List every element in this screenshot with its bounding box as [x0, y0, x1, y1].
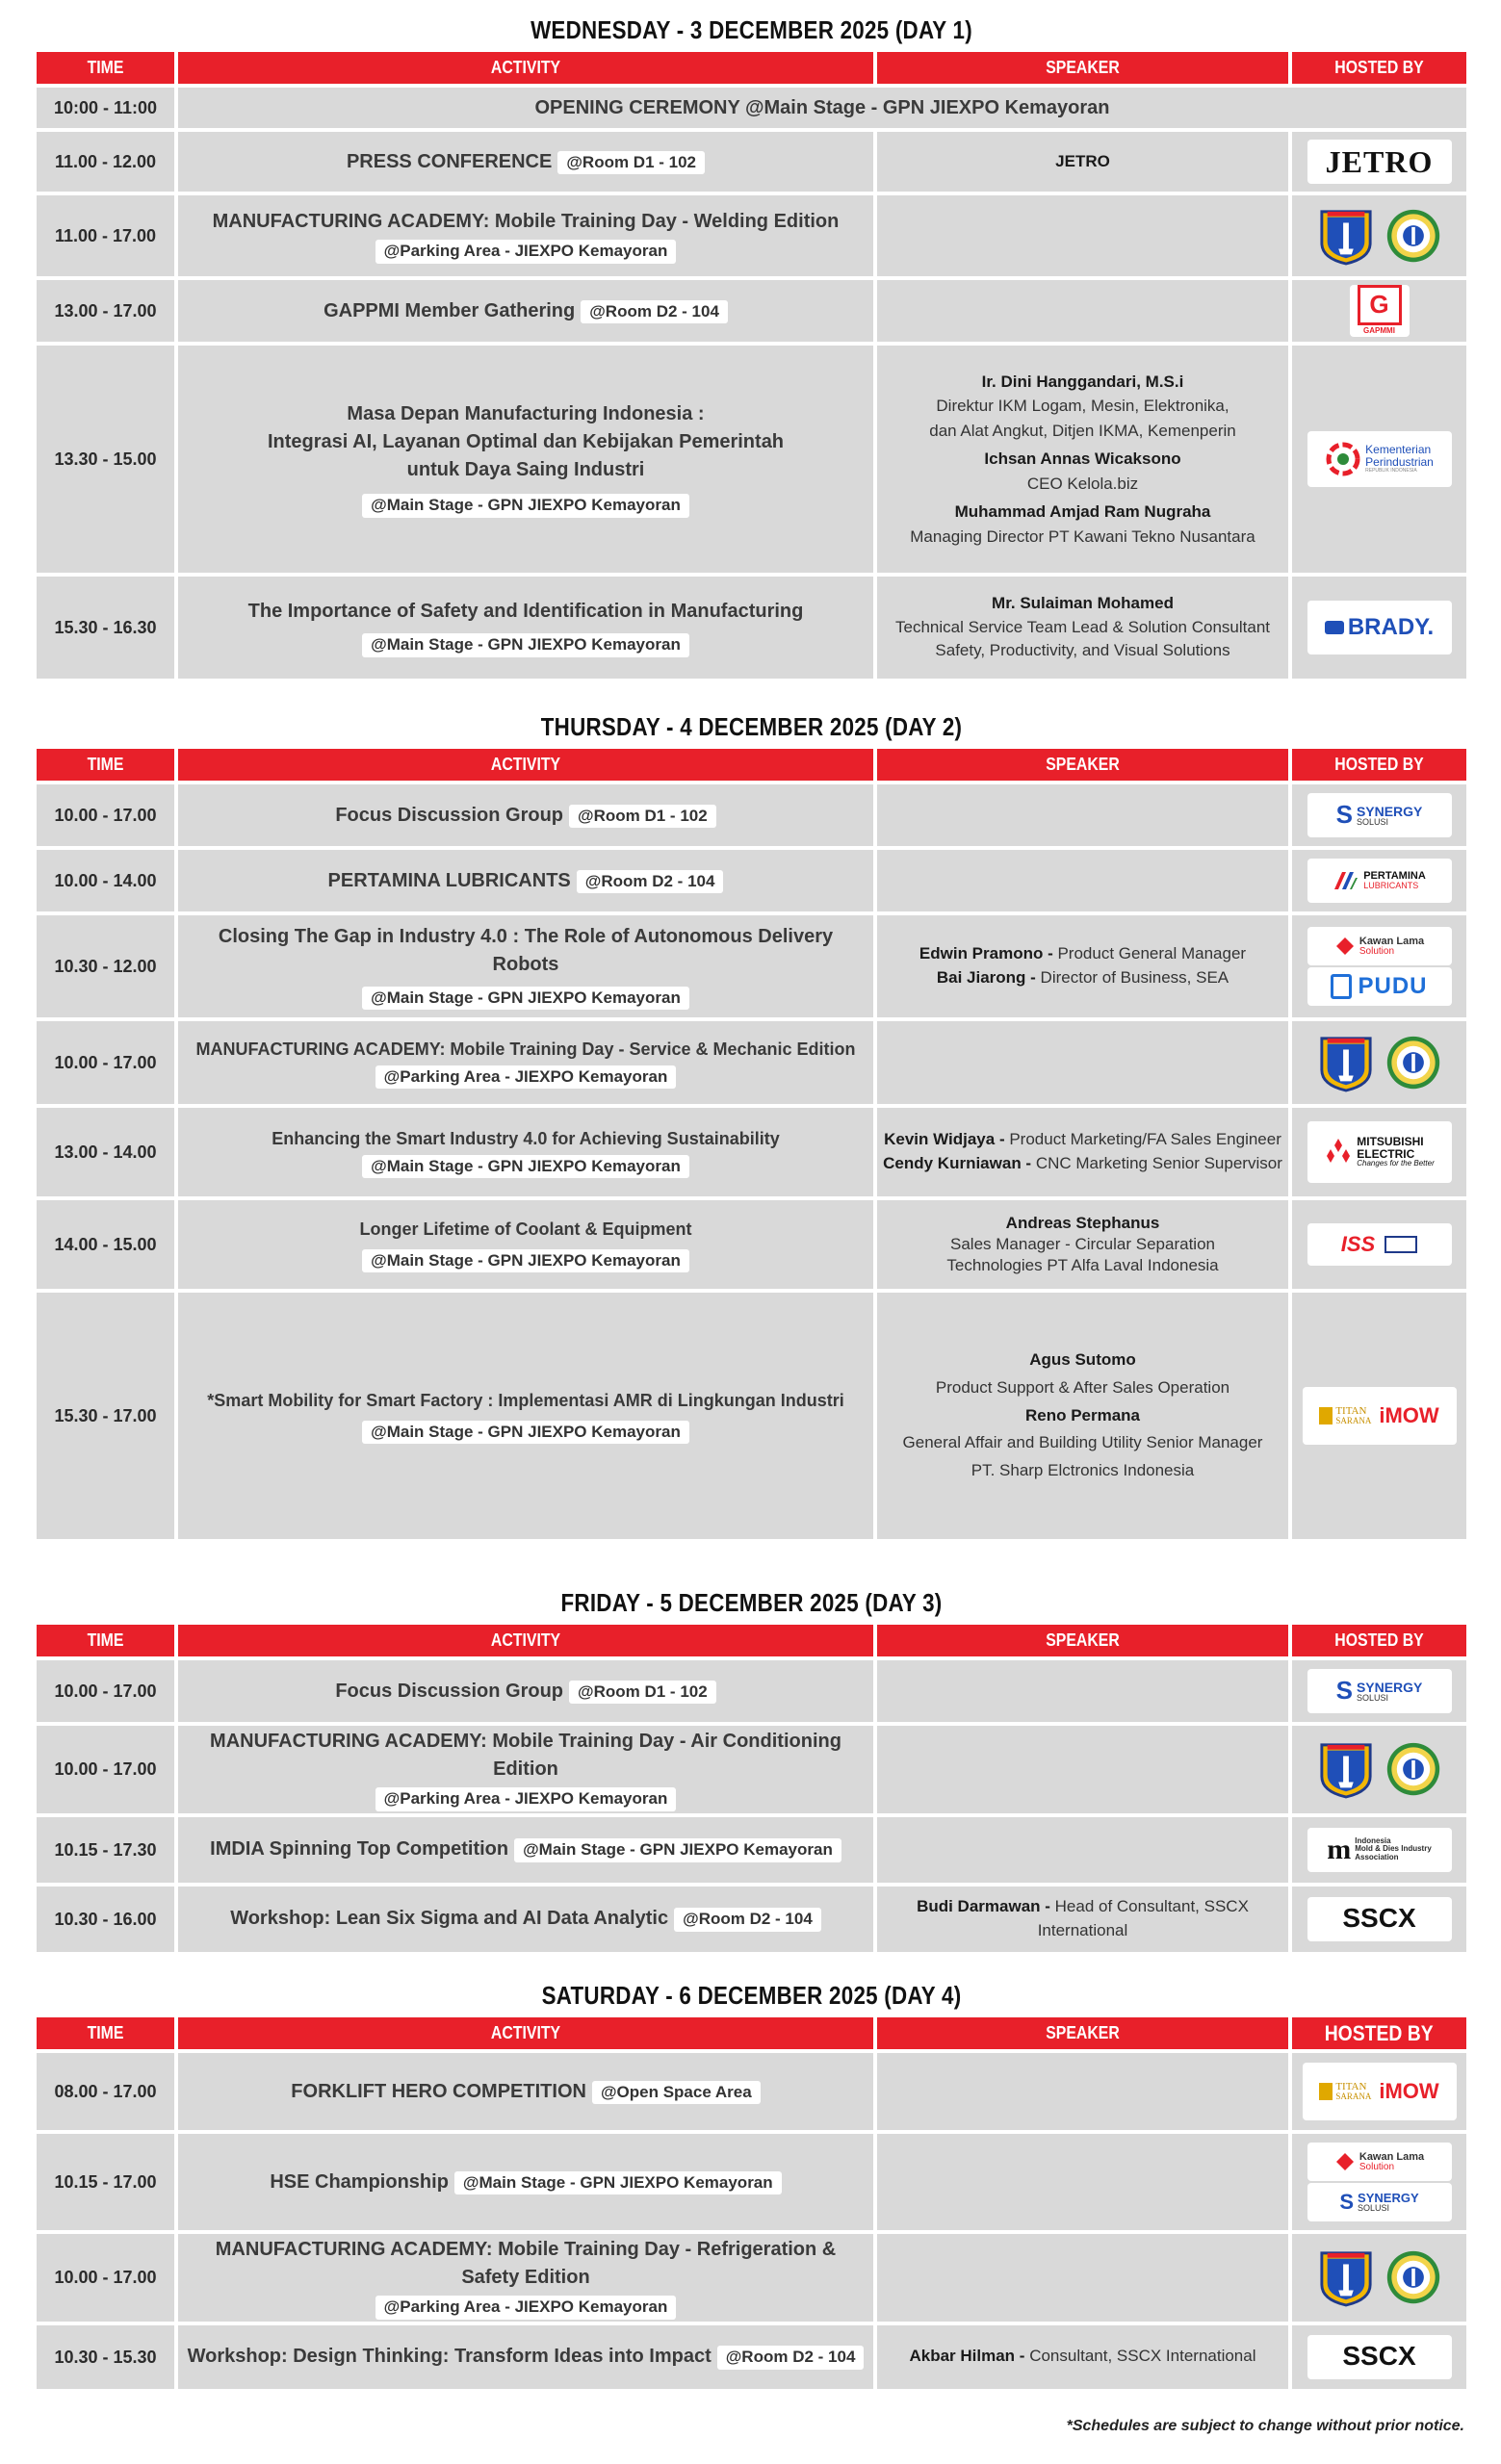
speaker-cell	[877, 1200, 1288, 1289]
speaker-title: CEO Kelola.biz	[1026, 474, 1139, 493]
speaker-cell	[877, 915, 1288, 1017]
activity-title: Focus Discussion Group	[335, 1680, 564, 1702]
activity-title: GAPPMI Member Gathering	[323, 299, 576, 321]
table-row	[37, 346, 1466, 573]
table-row	[37, 915, 1466, 1017]
table-row	[37, 784, 1466, 846]
speaker-cell	[877, 1660, 1288, 1722]
activity-title: Workshop: Design Thinking: Transform Ideas into Impact	[187, 2346, 712, 2368]
speaker-cell	[877, 132, 1288, 192]
activity-title: MANUFACTURING ACADEMY: Mobile Training Day - Refrigeration & Safety Edition	[215, 2239, 837, 2288]
speaker-title: Managing Director PT Kawani Tekno Nusantara	[910, 526, 1255, 546]
speaker-title: Consultant, SSCX International	[1024, 2347, 1256, 2366]
sscx-logo: SSCX	[1307, 2335, 1452, 2379]
activity-title: MANUFACTURING ACADEMY: Mobile Training Day - Air Conditioning Edition	[210, 1731, 841, 1780]
synergy-logo: S SYNERGY SOLUSI	[1307, 793, 1452, 837]
location-tag: @Main Stage - GPN JIEXPO Kemayoran	[362, 494, 689, 518]
host-cell	[1292, 2134, 1466, 2230]
speaker-cell	[877, 1817, 1288, 1883]
host-cell	[1292, 1886, 1466, 1952]
mitsubishi-icon	[1324, 1139, 1353, 1166]
time-cell: 13.00 - 17.00	[37, 280, 174, 342]
header-time: TIME	[37, 749, 174, 781]
table-row	[37, 280, 1466, 342]
activity-title: Workshop: Lean Six Sigma and AI Data Analytic	[230, 1908, 669, 1930]
activity-title-line1: Masa Depan Manufacturing Indonesia :	[347, 403, 705, 425]
speaker-cell	[877, 1021, 1288, 1104]
location-tag: @Main Stage - GPN JIEXPO Kemayoran	[362, 1155, 689, 1179]
speaker-name: Ichsan Annas Wicaksono	[984, 449, 1181, 469]
time-cell: 10:00 - 11:00	[37, 88, 174, 128]
table-row	[37, 850, 1466, 911]
activity-cell	[178, 1886, 873, 1952]
speaker-title: dan Alat Angkut, Ditjen IKMA, Kemenperin	[929, 421, 1236, 440]
table-row	[37, 1886, 1466, 1952]
activity-cell	[178, 132, 873, 192]
time-cell: 10.15 - 17.00	[37, 2134, 174, 2230]
pudu-icon	[1331, 974, 1352, 999]
table-row	[37, 1660, 1466, 1722]
speaker-title: Product General Manager	[1052, 944, 1247, 963]
host-cell	[1292, 2325, 1466, 2389]
activity-cell	[178, 1726, 873, 1813]
speaker-cell	[877, 577, 1288, 679]
activity-title: HSE Championship	[270, 2170, 449, 2193]
speaker-name: Edwin Pramono -	[919, 944, 1053, 963]
speaker-cell	[877, 346, 1288, 573]
kemenperin-logo: Kementerian Perindustrian REPUBLIK INDONESIA	[1307, 431, 1452, 487]
activity-cell	[178, 1108, 873, 1196]
host-cell	[1292, 1021, 1466, 1104]
activity-title: The Importance of Safety and Identification in Manufacturing	[247, 601, 804, 623]
day2-section	[37, 712, 1466, 1543]
location-tag: @Parking Area - JIEXPO Kemayoran	[375, 240, 677, 264]
activity-cell: OPENING CEREMONY @Main Stage - GPN JIEXPO Kemayoran	[178, 88, 1466, 128]
day3-section	[37, 1588, 1466, 1956]
speaker-title: Product Marketing/FA Sales Engineer	[1004, 1130, 1281, 1149]
location-tag: @Main Stage - GPN JIEXPO Kemayoran	[362, 1421, 689, 1445]
activity-title-line2: Integrasi AI, Layanan Optimal dan Kebijakan Pemerintah	[267, 431, 785, 453]
time-cell: 11.00 - 17.00	[37, 195, 174, 276]
activity-cell	[178, 2053, 873, 2130]
day2-table	[33, 745, 1470, 1543]
time-cell: 10.00 - 17.00	[37, 2234, 174, 2322]
speaker-title: General Affair and Building Utility Senior Manager	[902, 1433, 1263, 1452]
table-header	[37, 1625, 1466, 1656]
speaker-title: Safety, Productivity, and Visual Solutions	[935, 641, 1230, 660]
dki-seal-icon	[1385, 206, 1441, 266]
titan-imow-logo: TITAN SARANA iMOW	[1303, 2063, 1457, 2120]
speaker-name: Akbar Hilman -	[909, 2347, 1025, 2366]
activity-cell	[178, 346, 873, 573]
time-cell: 10.00 - 17.00	[37, 1726, 174, 1813]
day2-title: THURSDAY - 4 DECEMBER 2025 (DAY 2)	[540, 712, 963, 741]
table-row	[37, 1021, 1466, 1104]
time-cell: 11.00 - 12.00	[37, 132, 174, 192]
header-speaker: SPEAKER	[877, 2017, 1288, 2049]
speaker-cell	[877, 280, 1288, 342]
pudu-logo: PUDU	[1307, 967, 1452, 1006]
jakarta-seal-icon	[1318, 1739, 1374, 1799]
speaker-cell	[877, 784, 1288, 846]
activity-cell	[178, 1293, 873, 1539]
host-cell	[1292, 915, 1466, 1017]
speaker-title: Technical Service Team Lead & Solution Consultant	[894, 617, 1271, 636]
speaker-name: Kevin Widjaya -	[884, 1130, 1005, 1149]
activity-cell	[178, 577, 873, 679]
table-row	[37, 1200, 1466, 1289]
time-cell: 10.00 - 17.00	[37, 1660, 174, 1722]
speaker-title: PT. Sharp Elctronics Indonesia	[970, 1461, 1195, 1480]
table-header	[37, 2017, 1466, 2049]
activity-title: Longer Lifetime of Coolant & Equipment	[359, 1219, 692, 1239]
speaker-title: CNC Marketing Senior Supervisor	[1031, 1154, 1282, 1172]
location-tag: @Room D2 - 104	[717, 2346, 865, 2370]
host-cell	[1292, 1200, 1466, 1289]
brady-icon	[1325, 621, 1344, 634]
activity-cell	[178, 1021, 873, 1104]
imdia-logo: m Indonesia Mold & Dies Industry Association	[1307, 1828, 1452, 1872]
host-cell	[1292, 1817, 1466, 1883]
location-tag: @Room D2 - 104	[581, 300, 728, 324]
speaker-name: Reno Permana	[1024, 1405, 1141, 1424]
header-hosted: HOSTED BY	[1292, 52, 1466, 84]
pertamina-icon	[1333, 870, 1359, 891]
speaker-title: Head of Consultant, SSCX International	[1037, 1897, 1249, 1939]
header-hosted: HOSTED BY	[1292, 1625, 1466, 1656]
speaker-name: Budi Darmawan -	[917, 1897, 1050, 1915]
location-tag: @Room D1 - 102	[557, 151, 705, 175]
header-speaker: SPEAKER	[877, 1625, 1288, 1656]
jetro-logo: JETRO	[1307, 140, 1452, 184]
activity-cell	[178, 195, 873, 276]
time-cell: 10.30 - 15.30	[37, 2325, 174, 2389]
location-tag: @Parking Area - JIEXPO Kemayoran	[375, 1787, 677, 1811]
day1-table	[33, 48, 1470, 682]
header-activity: ACTIVITY	[178, 1625, 873, 1656]
table-header	[37, 52, 1466, 84]
location-tag: @Room D2 - 104	[577, 870, 724, 894]
kemenperin-icon	[1325, 441, 1361, 477]
host-cell	[1292, 346, 1466, 573]
jakarta-seal-icon	[1318, 1033, 1374, 1092]
header-speaker: SPEAKER	[877, 749, 1288, 781]
dki-seal-icon	[1385, 1739, 1441, 1799]
dki-seal-icon	[1385, 1033, 1441, 1092]
titan-icon	[1319, 1407, 1333, 1424]
activity-cell	[178, 2325, 873, 2389]
header-time: TIME	[37, 52, 174, 84]
activity-cell	[178, 1200, 873, 1289]
synergy-icon: S	[1335, 1676, 1353, 1706]
iss-logo: ISS	[1307, 1223, 1452, 1266]
host-cell	[1292, 2053, 1466, 2130]
location-tag: @Parking Area - JIEXPO Kemayoran	[375, 2296, 677, 2320]
location-tag: @Main Stage - GPN JIEXPO Kemayoran	[362, 1249, 689, 1273]
pertamina-logo: PERTAMINA LUBRICANTS	[1307, 859, 1452, 903]
speaker-name: Muhammad Amjad Ram Nugraha	[954, 502, 1211, 522]
day3-table	[33, 1621, 1470, 1956]
table-row	[37, 577, 1466, 679]
location-tag: @Open Space Area	[592, 2081, 761, 2105]
activity-cell	[178, 2234, 873, 2322]
speaker-cell	[877, 1108, 1288, 1196]
activity-title: Focus Discussion Group	[335, 804, 564, 826]
day3-title: FRIDAY - 5 DECEMBER 2025 (DAY 3)	[560, 1588, 943, 1617]
synergy-icon: S	[1339, 2190, 1355, 2215]
activity-cell	[178, 784, 873, 846]
speaker-name: Agus Sutomo	[1029, 1349, 1136, 1369]
sscx-logo: SSCX	[1307, 1897, 1452, 1941]
host-cell	[1292, 1726, 1466, 1813]
table-row	[37, 2234, 1466, 2322]
host-cell	[1292, 1660, 1466, 1722]
activity-title: IMDIA Spinning Top Competition	[210, 1838, 509, 1861]
speaker-name: Bai Jiarong -	[936, 968, 1036, 987]
table-row	[37, 1726, 1466, 1813]
speaker-cell	[877, 2134, 1288, 2230]
table-row	[37, 195, 1466, 276]
brady-logo: BRADY.	[1307, 601, 1452, 654]
speaker-name: Mr. Sulaiman Mohamed	[992, 594, 1174, 613]
table-header	[37, 749, 1466, 781]
speaker-name: Andreas Stephanus	[1005, 1213, 1160, 1232]
host-cell	[1292, 850, 1466, 911]
header-activity: ACTIVITY	[178, 52, 873, 84]
activity-title: Enhancing the Smart Industry 4.0 for Achieving Sustainability	[272, 1128, 780, 1148]
time-cell: 15.30 - 17.00	[37, 1293, 174, 1539]
activity-title: PERTAMINA LUBRICANTS	[327, 869, 571, 891]
speaker-title: Technologies PT Alfa Laval Indonesia	[946, 1256, 1219, 1275]
g-letter-icon: G	[1358, 285, 1402, 325]
table-row	[37, 2053, 1466, 2130]
speaker-cell	[877, 2053, 1288, 2130]
time-cell: 08.00 - 17.00	[37, 2053, 174, 2130]
time-cell: 10.15 - 17.30	[37, 1817, 174, 1883]
host-cell	[1292, 195, 1466, 276]
disclaimer-note: *Schedules are subject to change without prior notice.	[1066, 2418, 1464, 2434]
jakarta-seal-icon	[1318, 206, 1374, 266]
location-tag: @Room D1 - 102	[569, 1681, 716, 1705]
time-cell: 10.00 - 17.00	[37, 784, 174, 846]
speaker-cell	[877, 1726, 1288, 1813]
header-time: TIME	[37, 2017, 174, 2049]
speaker-name: JETRO	[1055, 151, 1110, 170]
speaker-title: Sales Manager - Circular Separation	[950, 1234, 1215, 1253]
activity-title: *Smart Mobility for Smart Factory : Implementasi AMR di Lingkungan Industri	[207, 1390, 844, 1410]
speaker-cell	[877, 1886, 1288, 1952]
activity-cell	[178, 850, 873, 911]
location-tag: @Main Stage - GPN JIEXPO Kemayoran	[514, 1838, 841, 1862]
day4-title: SATURDAY - 6 DECEMBER 2025 (DAY 4)	[541, 1981, 962, 2010]
host-cell	[1292, 132, 1466, 192]
host-cell	[1292, 577, 1466, 679]
activity-cell	[178, 915, 873, 1017]
titan-imow-logo: TITAN SARANA iMOW	[1303, 1387, 1457, 1445]
header-speaker: SPEAKER	[877, 52, 1288, 84]
location-tag: @Room D2 - 104	[674, 1908, 821, 1932]
host-cell	[1292, 280, 1466, 342]
speaker-title: Director of Business, SEA	[1035, 968, 1229, 987]
speaker-name: Cendy Kurniawan -	[883, 1154, 1032, 1172]
activity-title: PRESS CONFERENCE	[346, 150, 553, 172]
time-cell: 10.30 - 16.00	[37, 1886, 174, 1952]
activity-cell	[178, 1817, 873, 1883]
jakarta-seal-icon	[1318, 2247, 1374, 2307]
synergy-icon: S	[1335, 800, 1353, 830]
time-cell: 15.30 - 16.30	[37, 577, 174, 679]
table-row	[37, 2134, 1466, 2230]
table-row	[37, 88, 1466, 128]
table-row	[37, 2325, 1466, 2389]
host-cell	[1292, 2234, 1466, 2322]
table-row	[37, 1108, 1466, 1196]
speaker-cell	[877, 1293, 1288, 1539]
kawan-lama-logo: Kawan Lama Solution	[1307, 2143, 1452, 2181]
header-time: TIME	[37, 1625, 174, 1656]
speaker-cell	[877, 850, 1288, 911]
mitsubishi-logo: MITSUBISHI ELECTRIC Changes for the Better	[1307, 1121, 1452, 1183]
speaker-name: Ir. Dini Hanggandari, M.S.i	[981, 372, 1184, 391]
location-tag: @Parking Area - JIEXPO Kemayoran	[375, 1065, 677, 1090]
gapmmi-logo: G GAPMMI	[1350, 285, 1410, 337]
time-cell: 14.00 - 15.00	[37, 1200, 174, 1289]
time-cell: 10.30 - 12.00	[37, 915, 174, 1017]
speaker-cell	[877, 195, 1288, 276]
header-activity: ACTIVITY	[178, 2017, 873, 2049]
kawan-lama-icon	[1334, 936, 1356, 957]
activity-title: MANUFACTURING ACADEMY: Mobile Training Day - Welding Edition	[212, 211, 840, 233]
host-cell	[1292, 784, 1466, 846]
location-tag: @Room D1 - 102	[569, 805, 716, 829]
day4-section	[37, 1981, 1466, 2393]
imdia-icon: m	[1327, 1833, 1352, 1865]
day1-section	[37, 15, 1466, 682]
kawan-lama-logo: Kawan Lama Solution	[1307, 927, 1452, 965]
day1-title: WEDNESDAY - 3 DECEMBER 2025 (DAY 1)	[531, 15, 972, 44]
speaker-cell	[877, 2325, 1288, 2389]
time-cell: 13.00 - 14.00	[37, 1108, 174, 1196]
alfa-laval-icon	[1385, 1236, 1417, 1253]
header-hosted: HOSTED BY	[1292, 749, 1466, 781]
activity-title: Closing The Gap in Industry 4.0 : The Role of Autonomous Delivery Robots	[218, 925, 834, 975]
activity-title: MANUFACTURING ACADEMY: Mobile Training Day - Service & Mechanic Edition	[195, 1039, 856, 1059]
speaker-cell	[877, 2234, 1288, 2322]
activity-title: FORKLIFT HERO COMPETITION	[291, 2080, 586, 2102]
titan-icon	[1319, 2083, 1333, 2100]
time-cell: 13.30 - 15.00	[37, 346, 174, 573]
synergy-logo: S SYNERGY SOLUSI	[1307, 2183, 1452, 2221]
header-activity: ACTIVITY	[178, 749, 873, 781]
table-row	[37, 132, 1466, 192]
activity-cell	[178, 280, 873, 342]
table-row	[37, 1293, 1466, 1539]
location-tag: @Main Stage - GPN JIEXPO Kemayoran	[454, 2171, 782, 2195]
day4-table	[33, 2014, 1470, 2393]
synergy-logo: S SYNERGY SOLUSI	[1307, 1669, 1452, 1713]
time-cell: 10.00 - 17.00	[37, 1021, 174, 1104]
table-row	[37, 1817, 1466, 1883]
time-cell: 10.00 - 14.00	[37, 850, 174, 911]
activity-cell	[178, 2134, 873, 2230]
location-tag: @Main Stage - GPN JIEXPO Kemayoran	[362, 987, 689, 1011]
activity-cell	[178, 1660, 873, 1722]
host-cell	[1292, 1293, 1466, 1539]
activity-title-line3: untuk Daya Saing Industri	[406, 459, 645, 481]
location-tag: @Main Stage - GPN JIEXPO Kemayoran	[362, 633, 689, 657]
host-cell	[1292, 1108, 1466, 1196]
kawan-lama-icon	[1334, 2151, 1356, 2172]
dki-seal-icon	[1385, 2247, 1441, 2307]
speaker-title: Direktur IKM Logam, Mesin, Elektronika,	[936, 397, 1229, 416]
header-hosted: HOSTED BY	[1292, 2017, 1466, 2049]
speaker-title: Product Support & After Sales Operation	[935, 1377, 1230, 1397]
